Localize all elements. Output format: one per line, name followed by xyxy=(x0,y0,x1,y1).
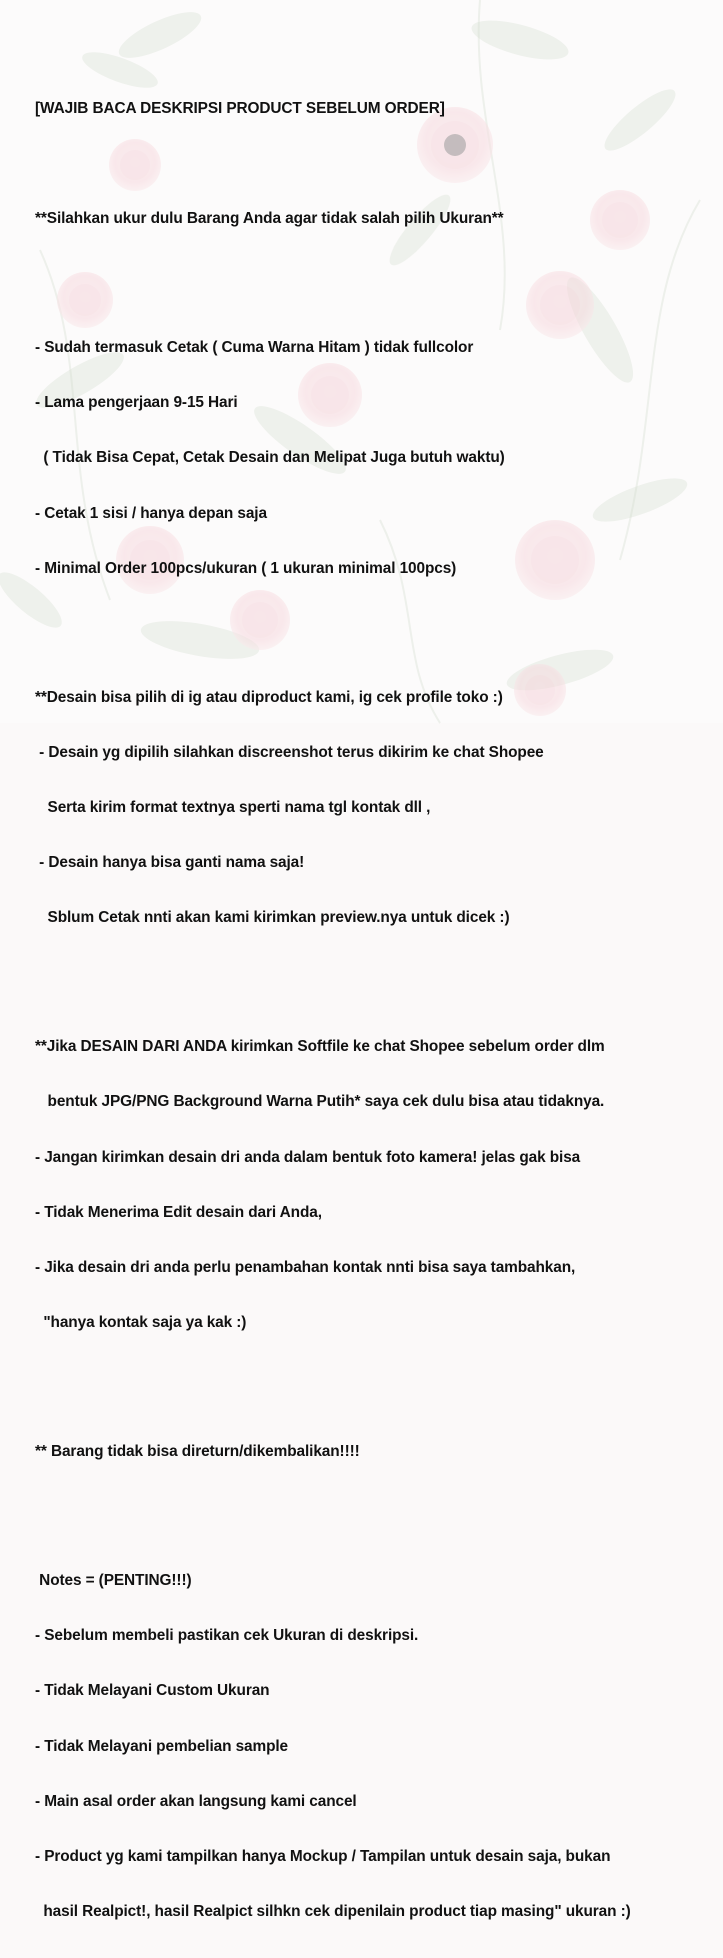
terms-line: - Sudah termasuk Cetak ( Cuma Warna Hitam ) tidak fullcolor xyxy=(35,339,474,357)
own-design-line: - Jika desain dri anda perlu penambahan kontak nnti bisa saya tambahkan, xyxy=(35,1259,576,1277)
notes-line: - Tidak Melayani pembelian sample xyxy=(35,1737,289,1755)
description-text xyxy=(35,63,705,1958)
measure-note: **Silahkan ukur dulu Barang Anda agar tidak salah pilih Ukuran** xyxy=(35,210,504,228)
design-choice-line: - Desain hanya bisa ganti nama saja! xyxy=(35,854,305,872)
notes-line: - Main asal order akan langsung kami cancel xyxy=(35,1792,357,1810)
own-design-line: - Tidak Menerima Edit desain dari Anda, xyxy=(35,1203,322,1221)
terms-line: - Minimal Order 100pcs/ukuran ( 1 ukuran minimal 100pcs) xyxy=(35,559,457,577)
spacer xyxy=(35,1498,705,1516)
design-choice-line: **Desain bisa pilih di ig atau diproduct kami, ig cek profile toko :) xyxy=(35,688,503,706)
notes-line: - Product yg kami tampilkan hanya Mockup / Tampilan untuk desain saja, bukan xyxy=(35,1847,611,1865)
spacer xyxy=(35,1370,705,1388)
own-design-line: - Jangan kirimkan desain dri anda dalam bentuk foto kamera! jelas gak bisa xyxy=(35,1148,581,1166)
design-choice-line: - Desain yg dipilih silahkan discreenshot terus dikirim ke chat Shopee xyxy=(35,743,544,761)
description-title: [WAJIB BACA DESKRIPSI PRODUCT SEBELUM ORDER] xyxy=(35,99,445,117)
design-choice-line: Sblum Cetak nnti akan kami kirimkan preview.nya untuk dicek :) xyxy=(35,909,510,927)
notes-line: - Tidak Melayani Custom Ukuran xyxy=(35,1682,270,1700)
terms-line: ( Tidak Bisa Cepat, Cetak Desain dan Melipat Juga butuh waktu) xyxy=(35,449,505,467)
spacer xyxy=(35,615,705,633)
own-design-line: bentuk JPG/PNG Background Warna Putih* saya cek dulu bisa atau tidaknya. xyxy=(35,1093,605,1111)
terms-line: - Cetak 1 sisi / hanya depan saja xyxy=(35,504,267,522)
notes-heading: Notes = (PENTING!!!) xyxy=(35,1571,192,1589)
spacer xyxy=(35,965,705,983)
own-design-line: **Jika DESAIN DARI ANDA kirimkan Softfile ke chat Shopee sebelum order dlm xyxy=(35,1038,605,1056)
own-design-line: "hanya kontak saja ya kak :) xyxy=(35,1314,247,1332)
notes-line: - Sebelum membeli pastikan cek Ukuran di deskripsi. xyxy=(35,1627,419,1645)
notes-line: hasil Realpict!, hasil Realpict silhkn cek dipenilain product tiap masing" ukuran :) xyxy=(35,1903,631,1921)
spacer xyxy=(35,265,705,283)
no-return-note: ** Barang tidak bisa direturn/dikembalikan!!!! xyxy=(35,1443,360,1461)
spacer xyxy=(35,155,705,173)
design-choice-line: Serta kirim format textnya sperti nama tgl kontak dll , xyxy=(35,799,431,817)
terms-line: - Lama pengerjaan 9-15 Hari xyxy=(35,394,238,412)
